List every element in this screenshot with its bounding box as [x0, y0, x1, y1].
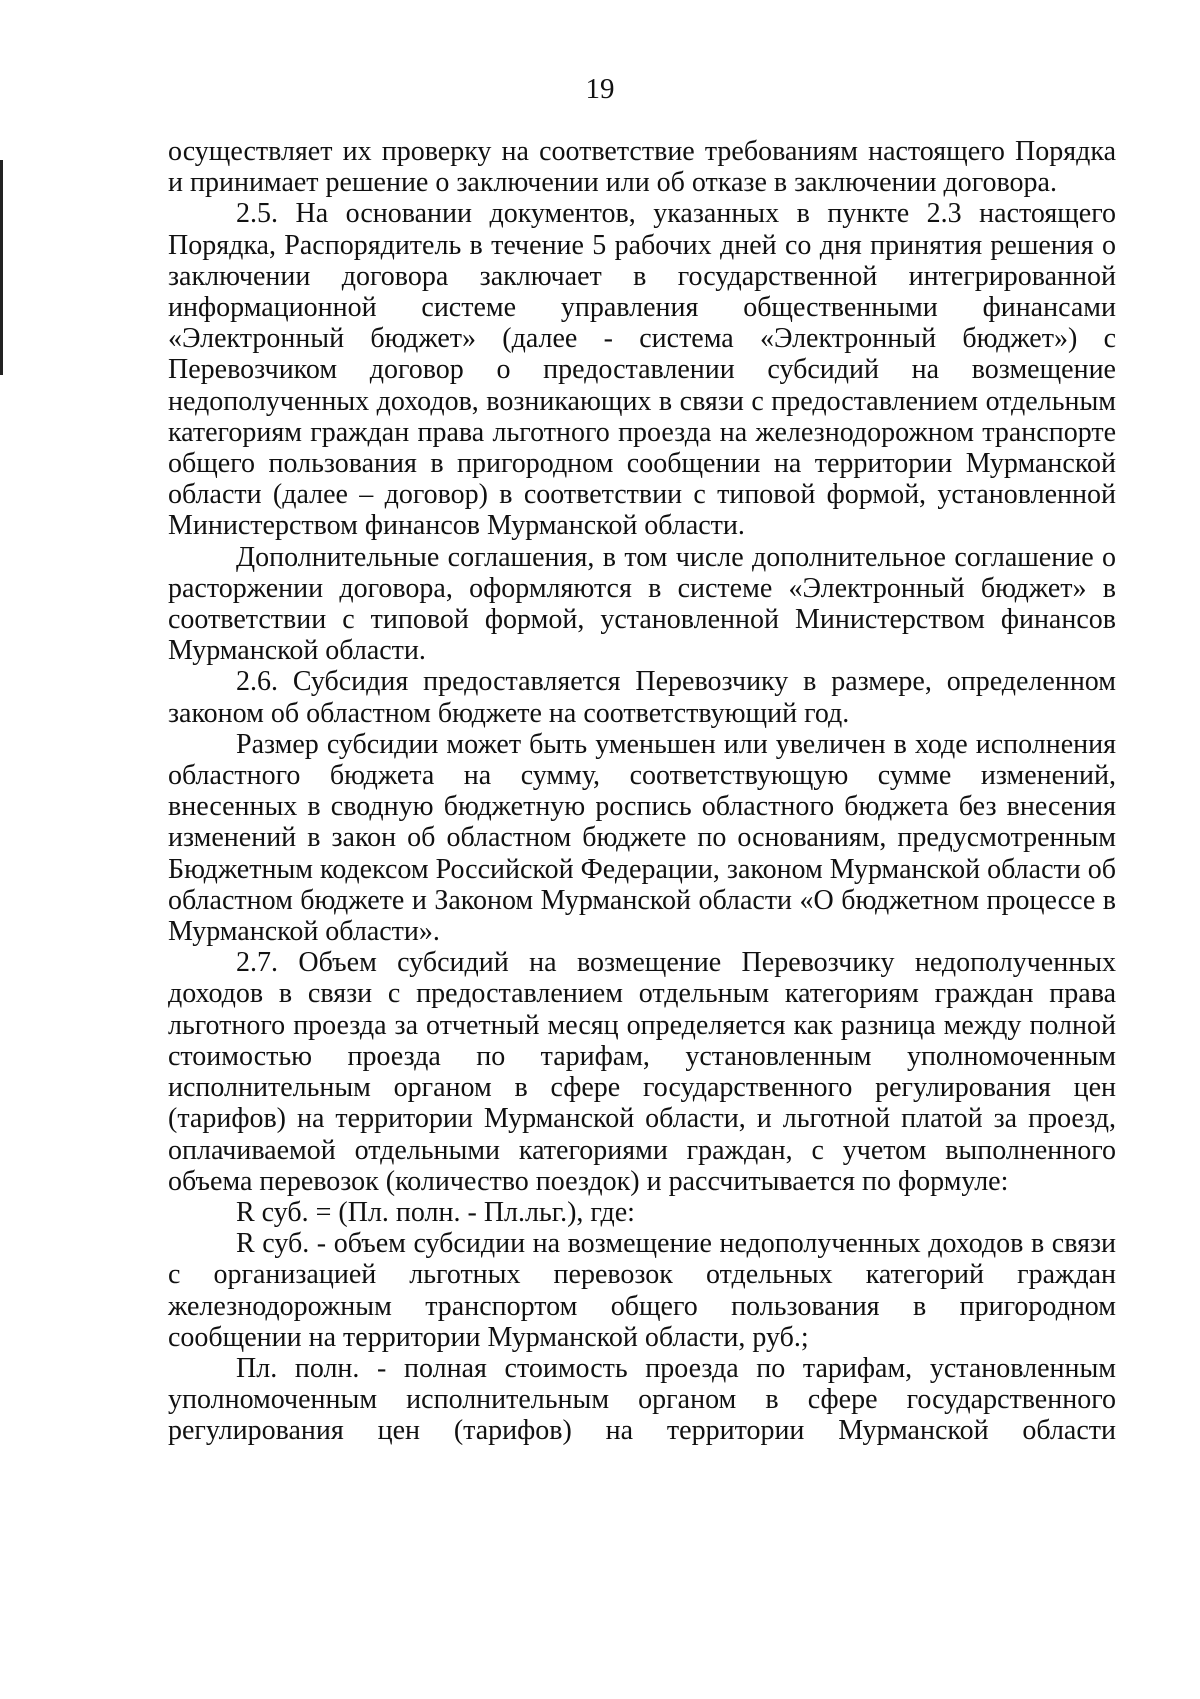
paragraph-continuation: осуществляет их проверку на соответствие требованиям настоящего Порядка и принимает решение о заключении или об отказе в заключении договора. — [168, 136, 1116, 199]
paragraph-2-6: 2.6. Субсидия предоставляется Перевозчику в размере, определенном законом об областном бюджете на соответствующий год. — [168, 666, 1116, 729]
paragraph-2-5: 2.5. На основании документов, указанных в пункте 2.3 настоящего Порядка, Распорядитель в течение 5 рабочих дней со дня принятия решения о заключении договора заключает в государственной интегрированной информационной системе управления общественными финансами «Электронный бюджет» (далее - система «Электронный бюджет») с Перевозчиком договор о предоставлении субсидий на возмещение недополученных доходов, возникающих в связи с предоставлением отдельным категориям граждан права льготного проезда на железнодорожном транспорте общего пользования в пригородном сообщении на территории Мурманской области (далее – договор) в соответствии с типовой формой, установленной Министерством финансов Мурманской области. — [168, 198, 1116, 542]
paragraph-pl-poln-definition: Пл. полн. - полная стоимость проезда по тарифам, установленным уполномоченным исполнительным органом в сфере государственного регулирования цен (тарифов) на территории Мурманской области — [168, 1352, 1116, 1447]
paragraph-additional-agreements: Дополнительные соглашения, в том числе дополнительное соглашение о расторжении договора, оформляются в системе «Электронный бюджет» в соответствии с типовой формой, установленной Министерством финансов Мурманской области. — [168, 541, 1116, 667]
paragraph-subsidy-size: Размер субсидии может быть уменьшен или увеличен в ходе исполнения областного бюджета на сумму, соответствующую сумме изменений, внесенных в сводную бюджетную роспись областного бюджета без внесения изменений в закон об областном бюджете по основаниям, предусмотренным Бюджетным кодексом Российской Федерации, законом Мурманской области об областном бюджете и Законом Мурманской области «О бюджетном процессе в Мурманской области». — [168, 728, 1116, 948]
formula: R суб. = (Пл. полн. - Пл.льг.), где: — [236, 1196, 635, 1228]
scan-edge-mark — [0, 160, 3, 375]
paragraph-r-sub-definition: R суб. - объем субсидии на возмещение недополученных доходов в связи с организацией льготных перевозок отдельных категорий граждан железнодорожным транспортом общего пользования в пригородном сообщении на территории Мурманской области, руб.; — [168, 1228, 1116, 1353]
page-number: 19 — [585, 73, 615, 105]
document-body — [168, 136, 1116, 1447]
paragraph-2-7: 2.7. Объем субсидий на возмещение Перевозчику недополученных доходов в связи с предоставлением отдельным категориям граждан права льготного проезда за отчетный месяц определяется как разница между полной стоимостью проезда по тарифам, установленным уполномоченным исполнительным органом в сфере государственного регулирования цен (тарифов) на территории Мурманской области, и льготной платой за проезд, оплачиваемой отдельными категориями граждан, с учетом выполненного объема перевозок (количество поездок) и рассчитывается по формуле: — [168, 947, 1116, 1197]
